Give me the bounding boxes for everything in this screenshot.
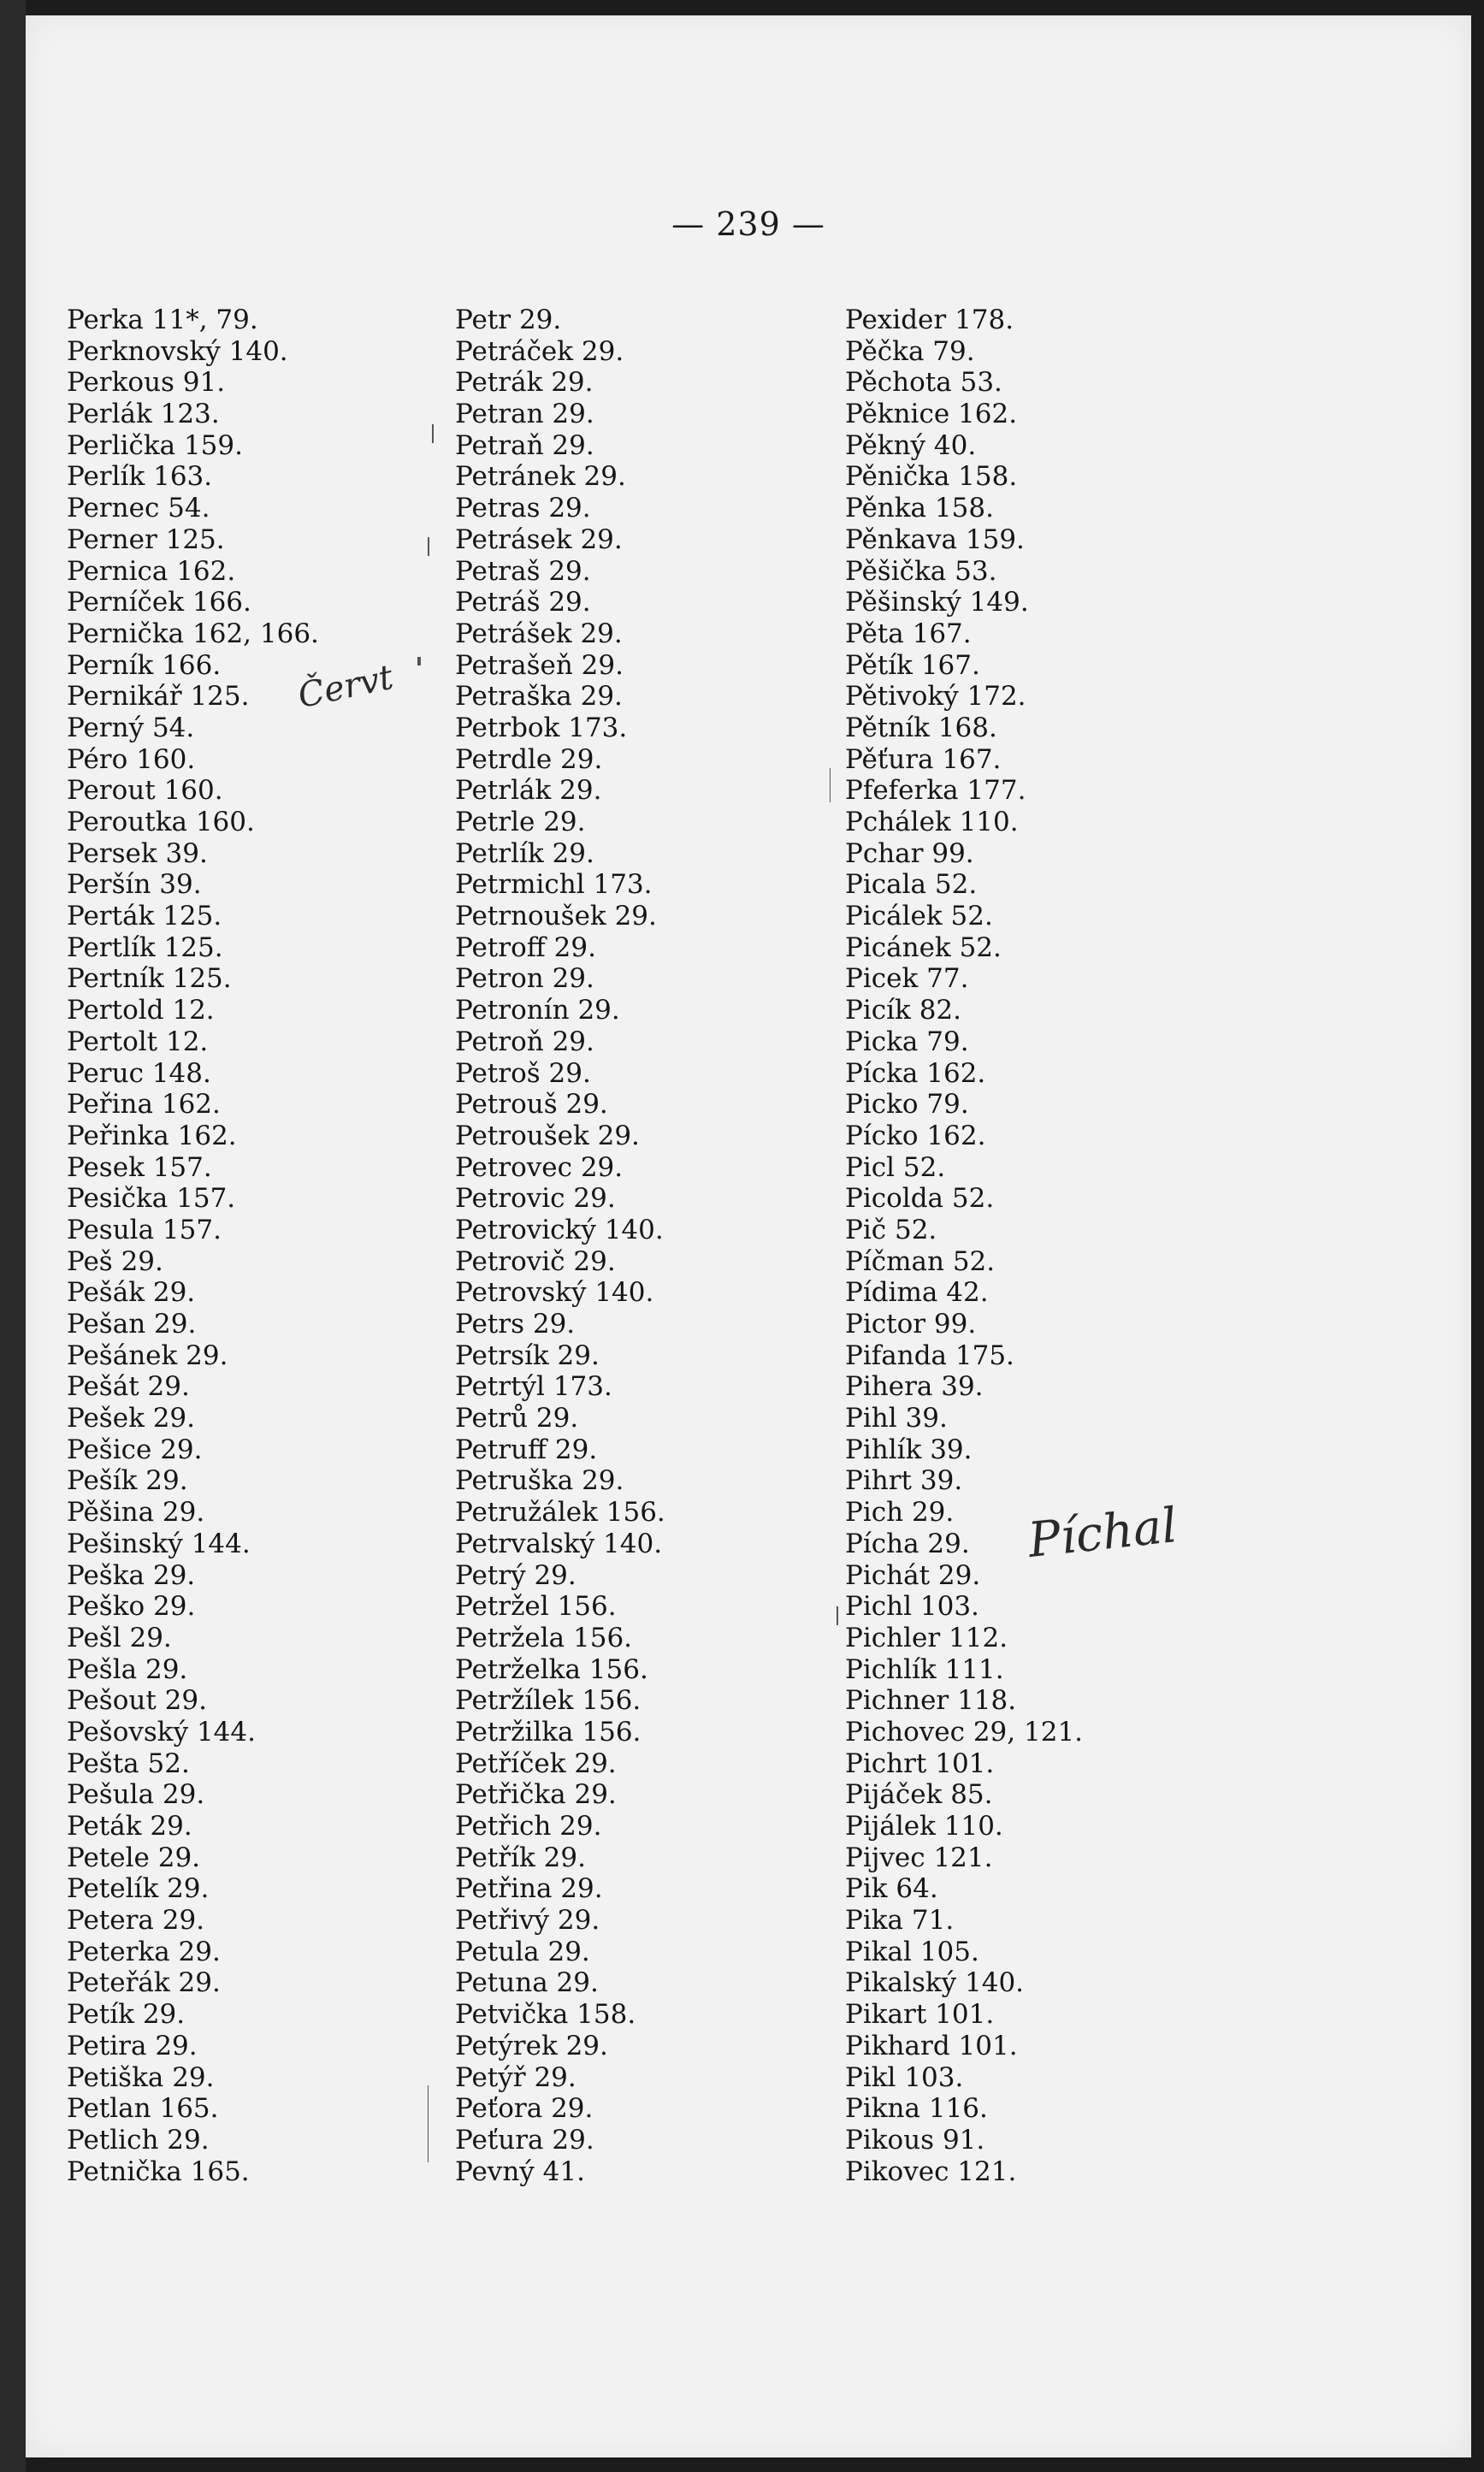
index-entry: Pikart 101. — [845, 1999, 995, 2031]
index-entry: Petrs 29. — [455, 1309, 576, 1339]
index-entry: Petráček 29. — [455, 335, 624, 367]
index-entry: Peruc 148. — [67, 1057, 211, 1089]
index-entry: Pernec 54. — [67, 493, 210, 524]
index-entry: Perný 54. — [67, 712, 195, 743]
index-entry: Pihlík 39. — [845, 1434, 973, 1465]
index-entry: Petrlík 29. — [455, 837, 594, 869]
index-entry: Pijvec 121. — [845, 1842, 993, 1873]
index-entry: Pěčka 79. — [845, 335, 975, 367]
index-entry: Petrnoušek 29. — [455, 901, 657, 932]
index-entry: Pěšina 29. — [67, 1497, 205, 1529]
index-entry: Peřinka 162. — [67, 1120, 237, 1151]
index-entry: Pěťura 167. — [845, 743, 1002, 775]
index-entry: Petera 29. — [67, 1905, 205, 1937]
index-entry: Picálek 52. — [845, 901, 993, 932]
index-entry: Picala 52. — [845, 869, 978, 901]
index-entry: Petrželka 156. — [455, 1653, 648, 1685]
index-entry: Petroň 29. — [455, 1026, 594, 1057]
index-entry: Petrý 29. — [455, 1559, 576, 1591]
index-entry: Peťora 29. — [455, 2093, 594, 2125]
index-entry: Petrbok 173. — [455, 712, 628, 743]
index-entry: Pihrt 39. — [845, 1465, 963, 1497]
index-entry: Picl 52. — [845, 1151, 946, 1183]
index-entry: Pifanda 175. — [845, 1339, 1014, 1371]
index-entry: Petrovic 29. — [455, 1183, 616, 1215]
index-entry: Pikhard 101. — [845, 2030, 1018, 2061]
index-entry: Petiška 29. — [67, 2061, 215, 2093]
index-entry: Petříček 29. — [455, 1748, 617, 1779]
index-entry: Petronín 29. — [455, 995, 620, 1026]
index-entry: Pikna 116. — [845, 2093, 988, 2125]
index-entry: Pesička 157. — [67, 1183, 236, 1215]
index-entry: Petrovec 29. — [455, 1151, 624, 1183]
index-entry: Pešák 29. — [67, 1277, 196, 1309]
index-entry: Pešík 29. — [67, 1465, 188, 1497]
index-entry: Petruška 29. — [455, 1465, 624, 1497]
index-entry: Petnička 165. — [67, 2156, 250, 2187]
index-column-3 — [845, 305, 1083, 2187]
index-entry: Petuna 29. — [455, 1967, 599, 1999]
index-entry: Persek 39. — [67, 837, 208, 869]
index-entry: Peřina 162. — [67, 1089, 221, 1121]
index-entry: Pešát 29. — [67, 1371, 190, 1403]
index-entry: Pernička 162, 166. — [67, 618, 319, 649]
index-entry: Peš 29. — [67, 1245, 163, 1277]
index-entry: Pešovský 144. — [67, 1716, 256, 1748]
index-entry: Peták 29. — [67, 1811, 192, 1842]
index-entry: Perkous 91. — [67, 367, 226, 399]
index-entry: Pikalský 140. — [845, 1967, 1025, 1999]
index-entry: Petržilka 156. — [455, 1716, 641, 1748]
index-entry: Peťura 29. — [455, 2124, 594, 2156]
index-entry: Petřík 29. — [455, 1842, 586, 1873]
index-entry: Petroušek 29. — [455, 1120, 640, 1151]
index-entry: Petrášek 29. — [455, 618, 623, 649]
index-entry: Peteřák 29. — [67, 1967, 221, 1999]
index-entry: Petrovský 140. — [455, 1277, 654, 1309]
index-entry: Perknovský 140. — [67, 335, 288, 367]
index-entry: Petvička 158. — [455, 1999, 636, 2031]
index-entry: Petrouš 29. — [455, 1089, 608, 1121]
index-entry: Pětík 167. — [845, 649, 980, 681]
index-entry: Perner 125. — [67, 523, 225, 555]
index-entry: Perník 166. — [67, 649, 222, 681]
index-entry: Perout 160. — [67, 775, 223, 807]
index-entry: Pikl 103. — [845, 2061, 964, 2093]
index-entry: Petřička 29. — [455, 1779, 617, 1811]
handwritten-note: Červt — [294, 657, 397, 717]
index-entry: Pichovec 29, 121. — [845, 1716, 1084, 1748]
index-entry: Petýrek 29. — [455, 2030, 608, 2061]
index-entry: Pešice 29. — [67, 1434, 203, 1465]
index-entry: Peroutka 160. — [67, 807, 255, 837]
index-entry: Petřich 29. — [455, 1811, 602, 1842]
index-entry: Pešek 29. — [67, 1403, 196, 1434]
index-entry: Petroff 29. — [455, 931, 596, 963]
index-entry: Perlák 123. — [67, 399, 220, 430]
index-entry: Pěnička 158. — [845, 461, 1018, 493]
index-entry: Perták 125. — [67, 901, 222, 932]
index-entry: Picko 79. — [845, 1089, 969, 1121]
index-entry: Pěšička 53. — [845, 555, 997, 587]
index-entry: Pesek 157. — [67, 1151, 212, 1183]
index-entry: Peška 29. — [67, 1559, 196, 1591]
index-entry: Pěkný 40. — [845, 429, 977, 461]
index-entry: Pertlík 125. — [67, 931, 223, 963]
index-entry: Pešánek 29. — [67, 1339, 228, 1371]
index-entry: Pešl 29. — [67, 1622, 172, 1653]
index-entry: Pernica 162. — [67, 555, 236, 587]
index-entry: Pešout 29. — [67, 1685, 207, 1717]
index-entry: Pichát 29. — [845, 1559, 981, 1591]
column-rule-mark — [837, 1606, 838, 1625]
index-entry: Pič 52. — [845, 1214, 937, 1245]
index-entry: Petrsík 29. — [455, 1339, 600, 1371]
index-entry: Peško 29. — [67, 1591, 196, 1623]
index-column-2 — [455, 305, 665, 2187]
index-entry: Péro 160. — [67, 743, 196, 775]
index-entry: Petík 29. — [67, 1999, 186, 2031]
index-entry: Petroš 29. — [455, 1057, 591, 1089]
index-entry: Pik 64. — [845, 1873, 938, 1905]
index-entry: Petron 29. — [455, 963, 594, 995]
index-entry: Petrovický 140. — [455, 1214, 664, 1245]
index-entry: Petýř 29. — [455, 2061, 576, 2093]
index-entry: Picek 77. — [845, 963, 969, 995]
index-entry: Peterka 29. — [67, 1936, 221, 1967]
index-entry: Pertník 125. — [67, 963, 232, 995]
index-entry: Pesula 157. — [67, 1214, 222, 1245]
index-entry: Petržílek 156. — [455, 1685, 641, 1717]
index-entry: Pikal 105. — [845, 1936, 979, 1967]
scan-left-edge — [0, 0, 26, 2472]
index-entry: Pihl 39. — [845, 1403, 948, 1434]
index-entry: Pěnkava 159. — [845, 523, 1025, 555]
index-entry: Pícka 162. — [845, 1057, 986, 1089]
index-entry: Pichlík 111. — [845, 1653, 1004, 1685]
index-entry: Petrů 29. — [455, 1403, 579, 1434]
index-entry: Petira 29. — [67, 2030, 198, 2061]
index-entry: Pexider 178. — [845, 305, 1014, 335]
index-entry: Petružálek 156. — [455, 1497, 665, 1529]
index-entry: Petraška 29. — [455, 681, 623, 713]
index-entry: Pertolt 12. — [67, 1026, 209, 1057]
index-entry: Picík 82. — [845, 995, 961, 1026]
index-entry: Pijáček 85. — [845, 1779, 993, 1811]
index-entry: Perníček 166. — [67, 587, 251, 618]
column-rule-mark — [417, 657, 421, 665]
index-entry: Petelík 29. — [67, 1873, 210, 1905]
index-entry: Pídima 42. — [845, 1277, 989, 1309]
index-entry: Perlička 159. — [67, 429, 243, 461]
index-entry: Pichrt 101. — [845, 1748, 995, 1779]
index-entry: Petrásek 29. — [455, 523, 623, 555]
index-entry: Petraš 29. — [455, 555, 591, 587]
index-entry: Petržela 156. — [455, 1622, 633, 1653]
index-entry: Pichler 112. — [845, 1622, 1008, 1653]
index-entry: Pfeferka 177. — [845, 775, 1026, 807]
index-entry: Pícko 162. — [845, 1120, 986, 1151]
column-rule-mark — [428, 2085, 429, 2162]
index-entry: Petula 29. — [455, 1936, 590, 1967]
index-entry: Petras 29. — [455, 493, 591, 524]
index-entry: Pešan 29. — [67, 1309, 197, 1339]
index-column-1 — [67, 305, 319, 2187]
index-entry: Pchar 99. — [845, 837, 974, 869]
index-entry: Pikovec 121. — [845, 2156, 1017, 2187]
index-entry: Petrovič 29. — [455, 1245, 616, 1277]
index-entry: Petruff 29. — [455, 1434, 598, 1465]
index-entry: Pešla 29. — [67, 1653, 188, 1685]
index-entry: Pich 29. — [845, 1497, 955, 1529]
index-entry: Pikous 91. — [845, 2124, 985, 2156]
index-entry: Pijálek 110. — [845, 1811, 1003, 1842]
handwritten-note: Píchal — [1026, 1498, 1180, 1569]
index-entry: Petrdle 29. — [455, 743, 603, 775]
index-entry: Pichner 118. — [845, 1685, 1017, 1717]
index-entry: Petržel 156. — [455, 1591, 617, 1623]
index-entry: Pika 71. — [845, 1905, 955, 1937]
index-entry: Petrvalský 140. — [455, 1528, 663, 1559]
index-entry: Petřivý 29. — [455, 1905, 600, 1937]
index-entry: Petrák 29. — [455, 367, 594, 399]
index-entry: Pictor 99. — [845, 1309, 977, 1339]
index-entry: Pěnka 158. — [845, 493, 994, 524]
index-entry: Petran 29. — [455, 399, 594, 430]
index-entry: Pětivoký 172. — [845, 681, 1026, 713]
index-entry: Pícha 29. — [845, 1528, 970, 1559]
index-entry: Picánek 52. — [845, 931, 1002, 963]
index-entry: Píčman 52. — [845, 1245, 996, 1277]
index-entry: Pěta 167. — [845, 618, 972, 649]
column-rule-mark — [428, 537, 429, 556]
index-entry: Petřina 29. — [455, 1873, 603, 1905]
index-entry: Petlich 29. — [67, 2124, 210, 2156]
index-entry: Pešinský 144. — [67, 1528, 251, 1559]
page-number: — 239 — — [671, 205, 825, 243]
index-entry: Perlík 163. — [67, 461, 213, 493]
column-rule-mark — [830, 768, 831, 802]
index-entry: Petrlák 29. — [455, 775, 602, 807]
index-entry: Peršín 39. — [67, 869, 202, 901]
index-entry: Pešula 29. — [67, 1779, 205, 1811]
index-entry: Picolda 52. — [845, 1183, 995, 1215]
index-entry: Pichl 103. — [845, 1591, 979, 1623]
index-entry: Pchálek 110. — [845, 807, 1019, 837]
document-page — [26, 15, 1471, 2457]
index-entry: Picka 79. — [845, 1026, 969, 1057]
index-entry: Petr 29. — [455, 305, 562, 335]
index-entry: Petránek 29. — [455, 461, 626, 493]
index-entry: Petraň 29. — [455, 429, 594, 461]
column-rule-mark — [432, 424, 434, 443]
index-entry: Petráš 29. — [455, 587, 591, 618]
index-entry: Petrmichl 173. — [455, 869, 653, 901]
index-entry: Pertold 12. — [67, 995, 215, 1026]
index-entry: Petlan 165. — [67, 2093, 219, 2125]
index-entry: Pihera 39. — [845, 1371, 984, 1403]
index-entry: Petrašeň 29. — [455, 649, 624, 681]
index-entry: Petrle 29. — [455, 807, 586, 837]
index-entry: Pevný 41. — [455, 2156, 585, 2187]
index-entry: Pěšinský 149. — [845, 587, 1029, 618]
index-entry: Pernikář 125. — [67, 681, 250, 713]
index-entry: Petele 29. — [67, 1842, 201, 1873]
index-entry: Petrtýl 173. — [455, 1371, 612, 1403]
index-entry: Perka 11*, 79. — [67, 305, 258, 335]
index-entry: Pěchota 53. — [845, 367, 1002, 399]
index-entry: Pětník 168. — [845, 712, 997, 743]
index-entry: Pešta 52. — [67, 1748, 190, 1779]
index-entry: Pěknice 162. — [845, 399, 1018, 430]
